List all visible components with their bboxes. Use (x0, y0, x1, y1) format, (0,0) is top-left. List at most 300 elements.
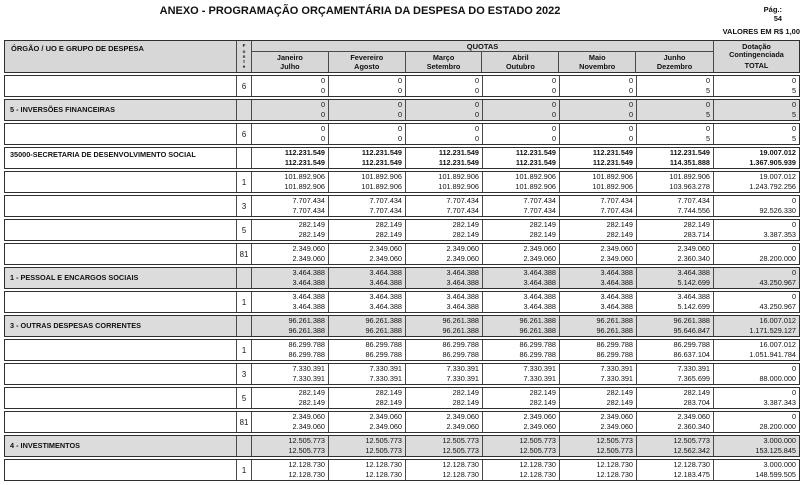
quota-bottom-value: 3.464.388 (369, 278, 402, 287)
quota-cell-3 (406, 460, 483, 480)
quota-bottom-value: 2.360.340 (677, 254, 710, 263)
quota-bottom-value: 2.349.060 (292, 422, 325, 431)
quota-top-value: 86.299.788 (596, 340, 633, 349)
quota-top-value: 282.149 (452, 220, 479, 229)
quota-bottom-value: 0 (551, 110, 556, 119)
quota-top-value: 12.128.730 (365, 460, 402, 469)
dotacao-value: 0 (791, 244, 796, 253)
total-value: 148.599.505 (755, 470, 796, 479)
group-label (5, 124, 237, 144)
quota-top-value: 3.464.388 (292, 292, 325, 301)
dotacao-header-line1: Dotação (742, 41, 771, 51)
quota-bottom-value: 0 (551, 86, 556, 95)
page-number: 54 (773, 14, 782, 23)
fonte-value: 81 (237, 412, 252, 432)
quota-cell-6 (637, 172, 714, 192)
total-value: 88.000.000 (759, 374, 796, 383)
quota-bottom-value: 12.128.730 (519, 470, 556, 479)
quota-bottom-value: 5 (705, 86, 710, 95)
group-label: 35000-SECRETARIA DE DESENVOLVIMENTO SOCIAL (5, 148, 237, 168)
quota-bottom-value: 5 (705, 110, 710, 119)
quota-cell-5 (560, 364, 637, 384)
fonte-row (4, 195, 800, 217)
total-value: 153.125.845 (755, 446, 796, 455)
quota-top-value: 2.349.060 (600, 412, 633, 421)
quota-top-value: 96.261.388 (673, 316, 710, 325)
month-header-4 (482, 52, 559, 72)
quota-bottom-value: 7.707.434 (292, 206, 325, 215)
quota-cell-6 (637, 148, 714, 168)
quota-bottom-value: 0 (551, 134, 556, 143)
quota-cell-1 (252, 292, 329, 312)
dotacao-value: 3.000.000 (763, 460, 796, 469)
quota-bottom-value: 0 (628, 134, 633, 143)
fonte-row (4, 123, 800, 145)
quota-bottom-value: 12.128.730 (288, 470, 325, 479)
fonte-header-letter: e (242, 64, 246, 70)
month-header-5 (559, 52, 636, 72)
month-top-label: Abril (512, 53, 529, 62)
quota-bottom-value: 7.330.391 (523, 374, 556, 383)
quota-bottom-value: 7.365.699 (677, 374, 710, 383)
quota-cell-1 (252, 364, 329, 384)
dotacao-value: 0 (791, 124, 796, 133)
quota-bottom-value: 7.330.391 (600, 374, 633, 383)
quota-top-value: 0 (705, 100, 710, 109)
quota-bottom-value: 5.142.699 (677, 302, 710, 311)
group-label (5, 388, 237, 408)
quota-cell-4 (483, 100, 560, 120)
quota-top-value: 7.330.391 (600, 364, 633, 373)
group-label (5, 220, 237, 240)
quota-bottom-value: 3.464.388 (446, 302, 479, 311)
group-label (5, 340, 237, 360)
quota-top-value: 282.149 (375, 220, 402, 229)
quota-cell-1 (252, 340, 329, 360)
quota-bottom-value: 3.464.388 (292, 302, 325, 311)
fonte-value: 6 (237, 76, 252, 96)
quota-bottom-value: 2.349.060 (523, 254, 556, 263)
fonte-row (4, 171, 800, 193)
quota-cell-4 (483, 340, 560, 360)
fonte-row (4, 411, 800, 433)
total-value: 3.387.343 (763, 398, 796, 407)
quota-bottom-value: 2.349.060 (369, 254, 402, 263)
quota-top-value: 0 (320, 124, 325, 133)
quota-cell-5 (560, 148, 637, 168)
quota-bottom-value: 3.464.388 (292, 278, 325, 287)
quota-top-value: 7.707.434 (369, 196, 402, 205)
quota-bottom-value: 283.704 (683, 398, 710, 407)
quota-top-value: 112.231.549 (284, 148, 325, 157)
dotacao-header-line2: Contingenciada (729, 50, 784, 60)
fonte-value: 1 (237, 292, 252, 312)
month-bottom-label: Outubro (506, 62, 535, 71)
quota-top-value: 3.464.388 (446, 268, 479, 277)
quota-bottom-value: 0 (397, 134, 402, 143)
month-header-1 (252, 52, 329, 72)
table-body (4, 75, 800, 481)
quota-top-value: 3.464.388 (523, 292, 556, 301)
quota-bottom-value: 96.261.388 (519, 326, 556, 335)
quota-top-value: 2.349.060 (446, 244, 479, 253)
quota-cell-2 (329, 412, 406, 432)
quota-cell-3 (406, 172, 483, 192)
dotacao-column-header (714, 41, 799, 72)
quota-cell-2 (329, 100, 406, 120)
quota-bottom-value: 7.707.434 (446, 206, 479, 215)
quota-top-value: 7.330.391 (292, 364, 325, 373)
quota-cell-1 (252, 316, 329, 336)
quota-cell-1 (252, 172, 329, 192)
quota-cell-2 (329, 244, 406, 264)
quota-cell-4 (483, 220, 560, 240)
quota-cell-2 (329, 196, 406, 216)
dotacao-cell (714, 436, 799, 456)
quota-bottom-value: 7.744.556 (677, 206, 710, 215)
quota-top-value: 7.707.434 (600, 196, 633, 205)
quota-cell-5 (560, 124, 637, 144)
quota-bottom-value: 2.349.060 (600, 254, 633, 263)
month-top-label: Janeiro (276, 53, 303, 62)
quota-top-value: 112.231.549 (669, 148, 710, 157)
quota-bottom-value: 2.349.060 (292, 254, 325, 263)
quota-bottom-value: 86.299.788 (596, 350, 633, 359)
fonte-value: 5 (237, 388, 252, 408)
quota-bottom-value: 7.330.391 (369, 374, 402, 383)
fonte-value: 6 (237, 124, 252, 144)
group-label (5, 244, 237, 264)
quota-cell-2 (329, 316, 406, 336)
quota-bottom-value: 0 (628, 86, 633, 95)
total-value: 5 (791, 134, 796, 143)
quota-top-value: 0 (397, 124, 402, 133)
section-row (4, 99, 800, 121)
quota-bottom-value: 282.149 (375, 230, 402, 239)
quota-bottom-value: 96.261.388 (596, 326, 633, 335)
quota-cell-2 (329, 436, 406, 456)
quota-cell-3 (406, 436, 483, 456)
quota-top-value: 12.505.773 (596, 436, 633, 445)
quota-cell-3 (406, 340, 483, 360)
quota-bottom-value: 112.231.549 (284, 158, 325, 167)
fonte-value: 1 (237, 172, 252, 192)
month-header-6 (636, 52, 713, 72)
total-value: 28.200.000 (759, 422, 796, 431)
fonte-row (4, 291, 800, 313)
quota-bottom-value: 7.707.434 (523, 206, 556, 215)
quota-top-value: 0 (628, 76, 633, 85)
quota-bottom-value: 0 (397, 86, 402, 95)
total-value: 3.387.353 (763, 230, 796, 239)
dotacao-value: 0 (791, 364, 796, 373)
quota-cell-5 (560, 412, 637, 432)
quota-top-value: 7.330.391 (677, 364, 710, 373)
quota-cell-3 (406, 268, 483, 288)
month-top-label: Fevereiro (350, 53, 384, 62)
quota-top-value: 282.149 (375, 388, 402, 397)
quota-cell-1 (252, 76, 329, 96)
quota-bottom-value: 2.349.060 (369, 422, 402, 431)
quota-cell-4 (483, 460, 560, 480)
fonte-header-letter: n (242, 53, 246, 59)
quota-bottom-value: 112.231.549 (361, 158, 402, 167)
page-title: ANEXO - PROGRAMAÇÃO ORÇAMENTÁRIA DA DESPESA DO ESTADO 2022 (159, 5, 561, 17)
quota-bottom-value: 282.149 (529, 230, 556, 239)
quota-bottom-value: 3.464.388 (600, 302, 633, 311)
quota-top-value: 0 (551, 76, 556, 85)
quota-cell-4 (483, 436, 560, 456)
quotas-column-group (252, 41, 714, 72)
dotacao-value: 0 (791, 100, 796, 109)
quota-cell-5 (560, 172, 637, 192)
quota-top-value: 0 (397, 76, 402, 85)
dotacao-cell (714, 100, 799, 120)
dotacao-cell (714, 316, 799, 336)
total-value: 1.171.529.127 (749, 326, 796, 335)
quota-bottom-value: 7.707.434 (369, 206, 402, 215)
page-label: Pág.: (763, 5, 782, 14)
quota-bottom-value: 282.149 (375, 398, 402, 407)
quota-bottom-value: 112.231.549 (592, 158, 633, 167)
quota-top-value: 12.505.773 (288, 436, 325, 445)
quota-top-value: 0 (320, 100, 325, 109)
quota-top-value: 282.149 (606, 388, 633, 397)
quota-cell-1 (252, 436, 329, 456)
month-bottom-label: Novembro (579, 62, 616, 71)
quota-top-value: 3.464.388 (677, 292, 710, 301)
total-value: 1.051.941.784 (749, 350, 796, 359)
fonte-row (4, 363, 800, 385)
quota-top-value: 12.505.773 (519, 436, 556, 445)
fonte-value: 5 (237, 220, 252, 240)
quota-top-value: 2.349.060 (677, 412, 710, 421)
dotacao-cell (714, 220, 799, 240)
quota-cell-3 (406, 220, 483, 240)
quota-cell-1 (252, 412, 329, 432)
quota-bottom-value: 12.183.475 (673, 470, 710, 479)
quota-top-value: 282.149 (606, 220, 633, 229)
group-label (5, 364, 237, 384)
quota-top-value: 96.261.388 (365, 316, 402, 325)
quota-top-value: 3.464.388 (446, 292, 479, 301)
quota-bottom-value: 103.963.278 (669, 182, 710, 191)
quota-cell-6 (637, 292, 714, 312)
dotacao-value: 16.007.012 (759, 340, 796, 349)
quota-bottom-value: 12.562.342 (673, 446, 710, 455)
quota-bottom-value: 0 (474, 134, 479, 143)
quota-bottom-value: 3.464.388 (369, 302, 402, 311)
total-value: 28.200.000 (759, 254, 796, 263)
quota-top-value: 282.149 (452, 388, 479, 397)
quota-cell-6 (637, 100, 714, 120)
quota-top-value: 3.464.388 (369, 268, 402, 277)
quota-top-value: 2.349.060 (446, 412, 479, 421)
quota-cell-5 (560, 196, 637, 216)
quota-top-value: 3.464.388 (677, 268, 710, 277)
quota-bottom-value: 12.128.730 (442, 470, 479, 479)
quota-bottom-value: 101.892.906 (592, 182, 633, 191)
quota-top-value: 0 (628, 124, 633, 133)
quota-cell-3 (406, 244, 483, 264)
quota-top-value: 3.464.388 (523, 268, 556, 277)
quota-bottom-value: 12.505.773 (596, 446, 633, 455)
dotacao-value: 0 (791, 220, 796, 229)
quota-top-value: 12.128.730 (673, 460, 710, 469)
quota-bottom-value: 12.505.773 (288, 446, 325, 455)
quota-bottom-value: 86.299.788 (288, 350, 325, 359)
fonte-row (4, 339, 800, 361)
month-bottom-label: Setembro (426, 62, 461, 71)
quota-bottom-value: 0 (474, 110, 479, 119)
month-top-label: Junho (663, 53, 686, 62)
quota-cell-2 (329, 220, 406, 240)
dotacao-cell (714, 388, 799, 408)
quota-top-value: 101.892.906 (515, 172, 556, 181)
quota-cell-6 (637, 316, 714, 336)
quota-cell-6 (637, 460, 714, 480)
quota-top-value: 3.464.388 (292, 268, 325, 277)
quota-top-value: 282.149 (529, 388, 556, 397)
quota-top-value: 282.149 (529, 220, 556, 229)
dotacao-cell (714, 292, 799, 312)
quota-top-value: 0 (474, 76, 479, 85)
fonte-row (4, 459, 800, 481)
quota-top-value: 101.892.906 (438, 172, 479, 181)
quota-bottom-value: 0 (320, 110, 325, 119)
quota-bottom-value: 96.261.388 (442, 326, 479, 335)
quota-top-value: 96.261.388 (442, 316, 479, 325)
quota-bottom-value: 112.231.549 (515, 158, 556, 167)
quota-cell-3 (406, 316, 483, 336)
quota-bottom-value: 86.299.788 (442, 350, 479, 359)
group-label (5, 292, 237, 312)
fonte-value: 3 (237, 364, 252, 384)
group-label: 1 - PESSOAL E ENCARGOS SOCIAIS (5, 268, 237, 288)
quota-bottom-value: 101.892.906 (284, 182, 325, 191)
quota-bottom-value: 7.330.391 (292, 374, 325, 383)
quota-bottom-value: 12.128.730 (365, 470, 402, 479)
quota-bottom-value: 282.149 (298, 398, 325, 407)
fonte-row (4, 243, 800, 265)
quota-bottom-value: 3.464.388 (523, 302, 556, 311)
quota-top-value: 3.464.388 (600, 268, 633, 277)
fonte-value: 1 (237, 340, 252, 360)
fonte-column-header (237, 41, 252, 72)
quota-cell-4 (483, 196, 560, 216)
quota-top-value: 0 (474, 100, 479, 109)
quota-top-value: 7.707.434 (446, 196, 479, 205)
quota-cell-5 (560, 388, 637, 408)
quota-bottom-value: 5 (705, 134, 710, 143)
quota-top-value: 0 (320, 76, 325, 85)
month-bottom-label: Dezembro (656, 62, 693, 71)
quota-cell-6 (637, 436, 714, 456)
quota-top-value: 2.349.060 (523, 412, 556, 421)
quota-top-value: 86.299.788 (288, 340, 325, 349)
quota-cell-2 (329, 148, 406, 168)
dotacao-cell (714, 148, 799, 168)
quota-top-value: 0 (474, 124, 479, 133)
quota-cell-5 (560, 292, 637, 312)
total-value: 1.367.905.939 (749, 158, 796, 167)
total-value: 1.243.792.256 (749, 182, 796, 191)
quota-cell-4 (483, 412, 560, 432)
quota-top-value: 86.299.788 (673, 340, 710, 349)
quota-cell-2 (329, 76, 406, 96)
quota-top-value: 101.892.906 (592, 172, 633, 181)
quota-top-value: 86.299.788 (365, 340, 402, 349)
quota-top-value: 12.505.773 (365, 436, 402, 445)
fonte-value (237, 268, 252, 288)
quota-cell-3 (406, 292, 483, 312)
quota-bottom-value: 96.261.388 (365, 326, 402, 335)
quota-cell-4 (483, 172, 560, 192)
quota-bottom-value: 7.707.434 (600, 206, 633, 215)
quota-top-value: 101.892.906 (669, 172, 710, 181)
quota-cell-3 (406, 124, 483, 144)
quota-cell-4 (483, 292, 560, 312)
quota-cell-5 (560, 76, 637, 96)
fonte-row (4, 387, 800, 409)
quota-cell-6 (637, 124, 714, 144)
fonte-value (237, 148, 252, 168)
quota-bottom-value: 0 (474, 86, 479, 95)
quota-top-value: 101.892.906 (361, 172, 402, 181)
quota-top-value: 2.349.060 (369, 412, 402, 421)
quota-top-value: 96.261.388 (596, 316, 633, 325)
quota-bottom-value: 7.330.391 (446, 374, 479, 383)
quota-bottom-value: 282.149 (606, 398, 633, 407)
quota-cell-3 (406, 364, 483, 384)
quota-top-value: 282.149 (683, 220, 710, 229)
dotacao-cell (714, 76, 799, 96)
month-top-label: Março (432, 53, 455, 62)
quota-cell-2 (329, 172, 406, 192)
quota-cell-5 (560, 460, 637, 480)
table-header-row (4, 40, 800, 73)
quota-bottom-value: 96.261.388 (288, 326, 325, 335)
fonte-value (237, 436, 252, 456)
quota-bottom-value: 0 (320, 86, 325, 95)
quota-bottom-value: 0 (628, 110, 633, 119)
dotacao-value: 0 (791, 388, 796, 397)
quota-cell-1 (252, 268, 329, 288)
quota-top-value: 112.231.549 (361, 148, 402, 157)
section-row (4, 315, 800, 337)
dotacao-value: 16.007.012 (759, 316, 796, 325)
dotacao-value: 3.000.000 (763, 436, 796, 445)
quotas-header: QUOTAS (252, 41, 713, 52)
quota-cell-1 (252, 244, 329, 264)
quota-top-value: 2.349.060 (677, 244, 710, 253)
quota-bottom-value: 3.464.388 (523, 278, 556, 287)
fonte-value: 3 (237, 196, 252, 216)
org-total-row (4, 147, 800, 169)
quota-cell-6 (637, 268, 714, 288)
quota-top-value: 2.349.060 (523, 244, 556, 253)
total-value: 43.250.967 (759, 278, 796, 287)
quota-top-value: 7.330.391 (523, 364, 556, 373)
quota-top-value: 0 (628, 100, 633, 109)
section-row (4, 435, 800, 457)
quota-cell-2 (329, 340, 406, 360)
quota-top-value: 0 (397, 100, 402, 109)
quota-cell-1 (252, 148, 329, 168)
quota-top-value: 12.128.730 (596, 460, 633, 469)
dotacao-value: 0 (791, 412, 796, 421)
group-label (5, 76, 237, 96)
